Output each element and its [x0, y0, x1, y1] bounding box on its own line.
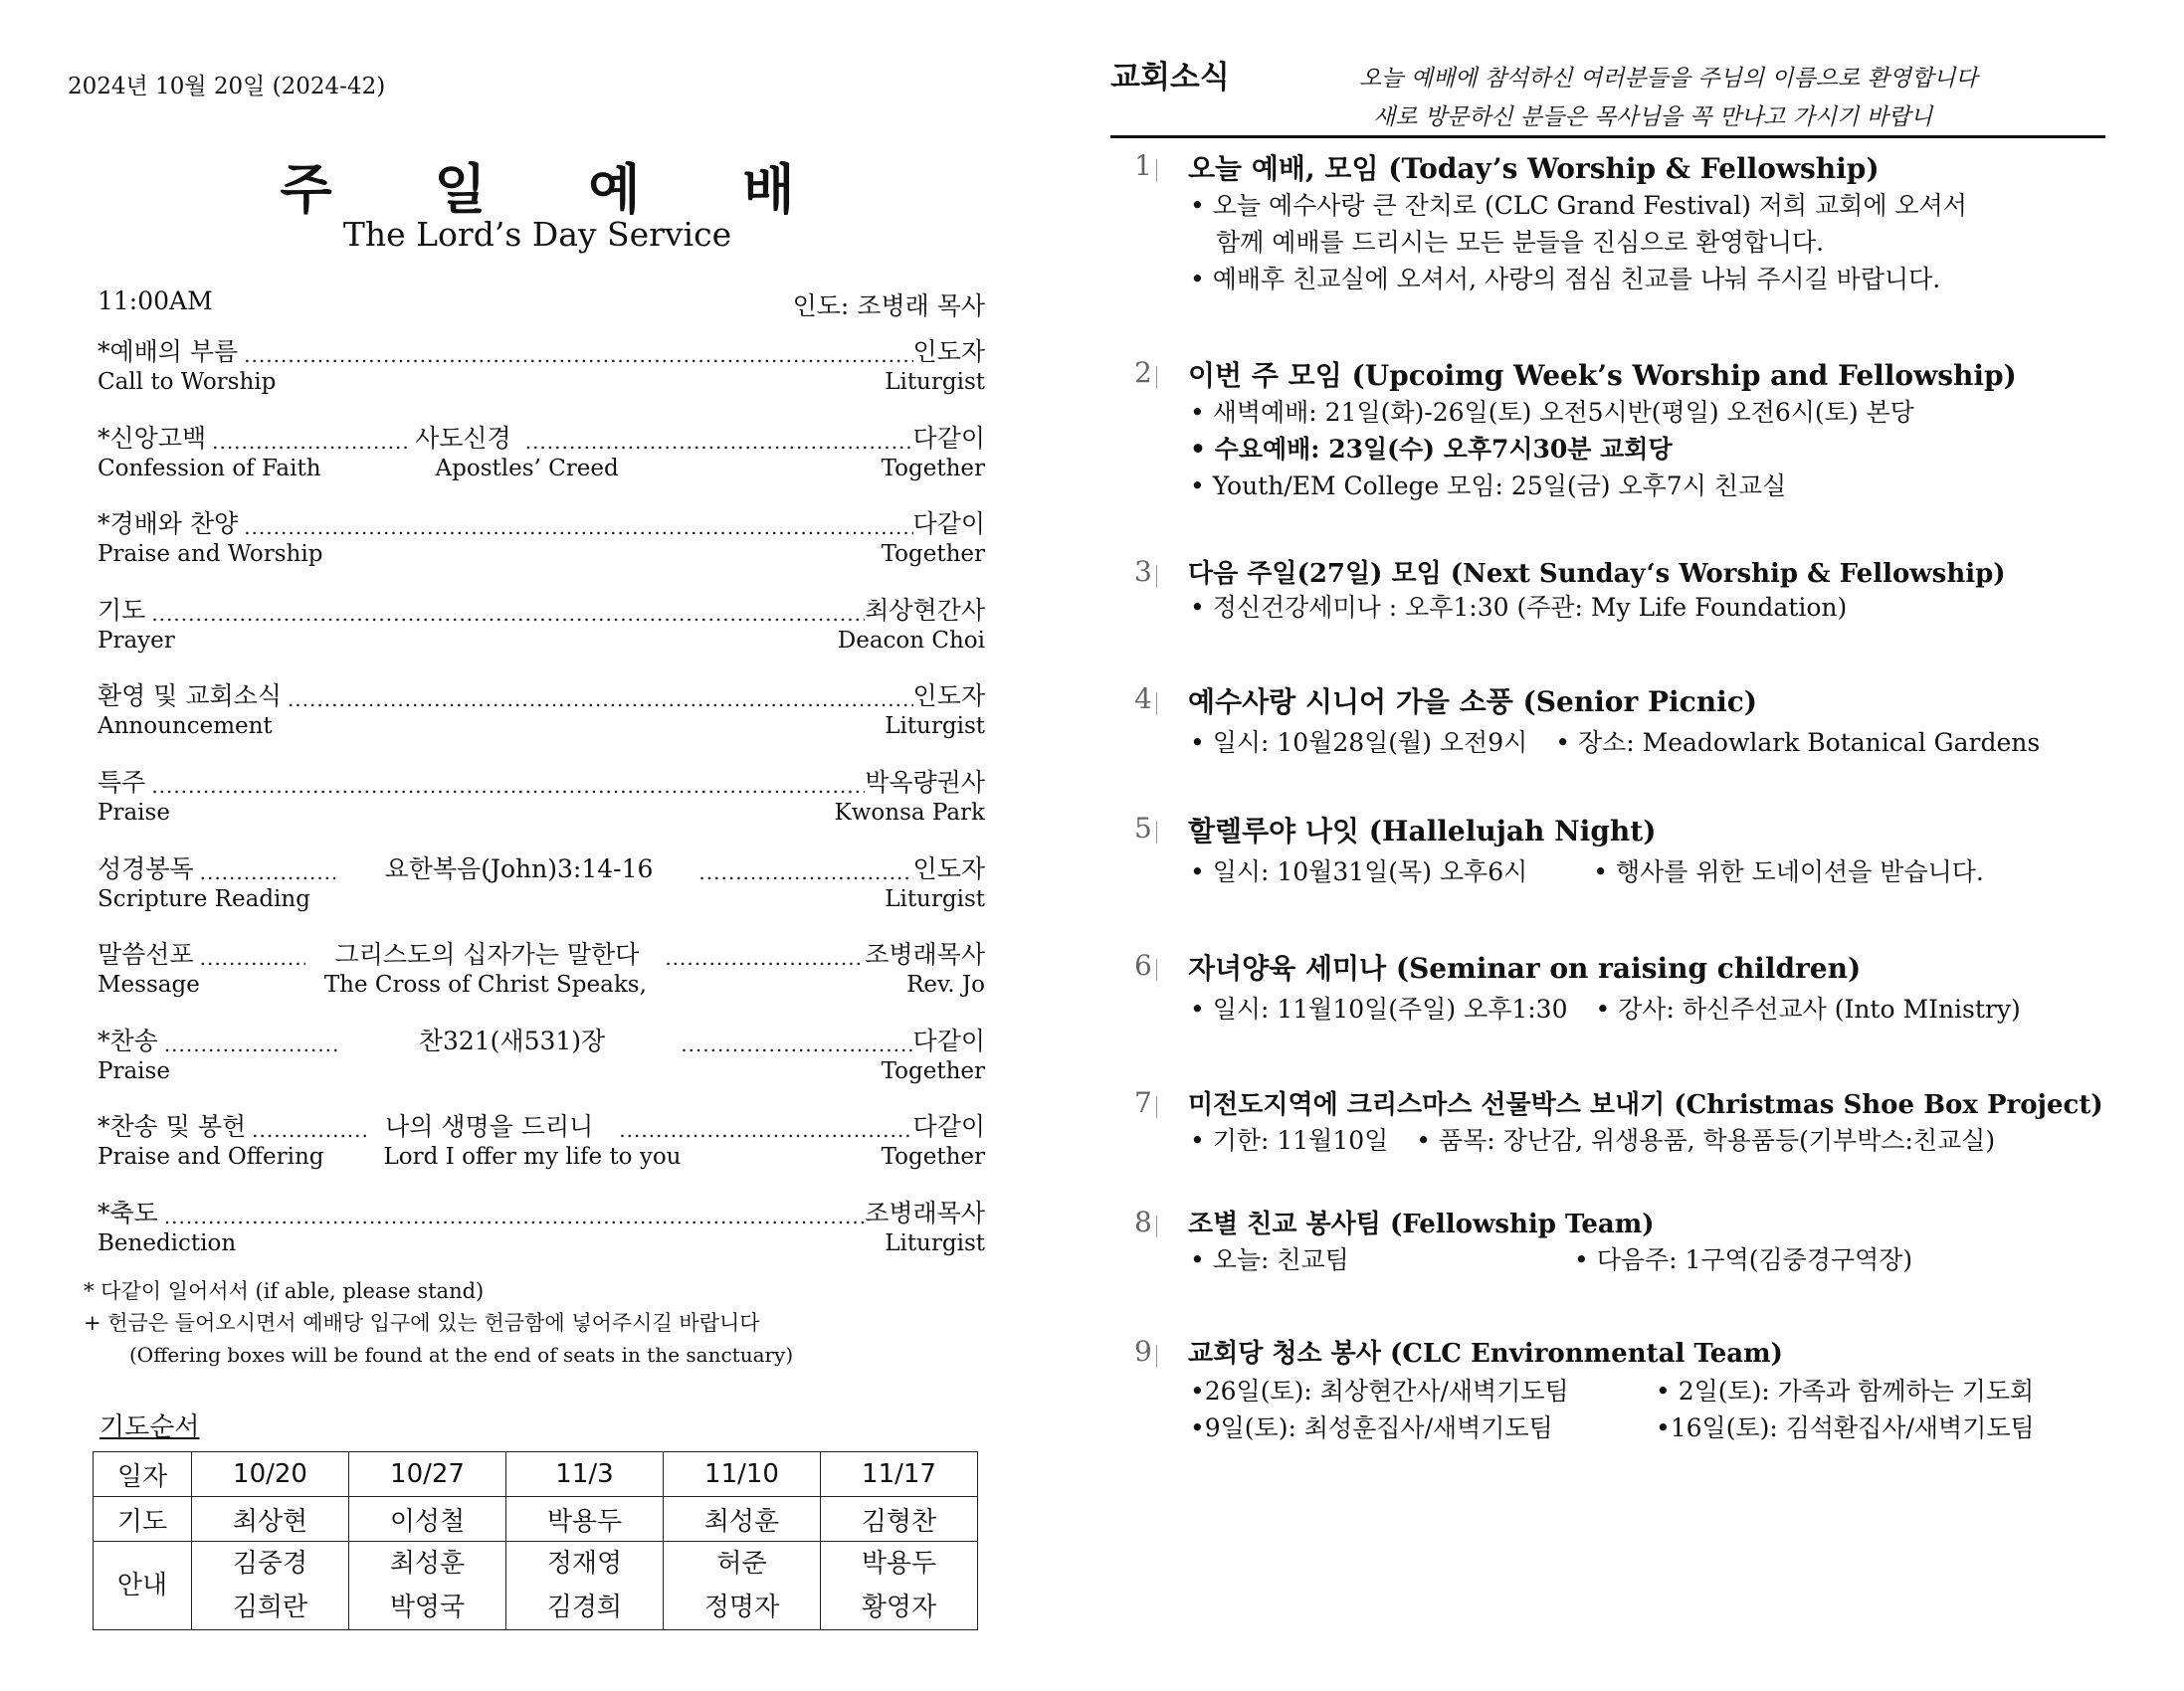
header-divider: [1110, 135, 2105, 138]
section-number: 8: [1134, 1206, 1157, 1238]
usher-name: 박용두: [861, 1549, 937, 1579]
order-item-message: [98, 939, 985, 1026]
table-cell: 박용두: [506, 1497, 664, 1542]
section-number: 4: [1134, 682, 1157, 715]
section-number: 2: [1134, 356, 1157, 389]
order-item-person-english: Liturgist: [885, 885, 985, 912]
table-header-cell: 11/17: [821, 1452, 978, 1497]
table-cell: 최성훈: [664, 1497, 821, 1542]
usher-name: 황영자: [861, 1593, 937, 1622]
usher-name: 허준: [716, 1549, 767, 1579]
order-item-hymn: [98, 1026, 985, 1112]
table-row: [94, 1452, 978, 1497]
news-line: • 장소: Meadowlark Botanical Gardens: [1555, 728, 2041, 757]
prayer-schedule-table: [93, 1451, 978, 1630]
order-item-korean: *찬송: [98, 1026, 158, 1055]
section-heading: 오늘 예배, 모임 (Today’s Worship & Fellowship): [1188, 152, 1880, 185]
order-item-korean: 환영 및 교회소식: [98, 681, 282, 711]
dot-leader: [246, 1117, 367, 1143]
table-cell: [506, 1542, 664, 1630]
service-title-english: The Lord’s Day Service: [342, 215, 732, 254]
usher-name: 김희란: [232, 1593, 308, 1622]
order-item-person: 다같이: [912, 423, 985, 453]
news-line: • 수요예배: 23일(수) 오후7시30분 교회당: [1190, 435, 1673, 464]
order-item-person-english: Liturgist: [885, 1229, 985, 1256]
section-number: 5: [1134, 812, 1157, 845]
dot-leader: [613, 1117, 912, 1143]
section-body: [1190, 1373, 2035, 1446]
table-cell: 최상현: [192, 1497, 349, 1542]
order-item-english: Praise and Worship: [98, 541, 323, 568]
news-line: • 오늘 예수사랑 큰 잔치로 (CLC Grand Festival) 저희 교회에 오셔서: [1190, 191, 1967, 220]
note-stand: * 다같이 일어서서 (if able, please stand): [84, 1279, 485, 1303]
news-line: • 행사를 위한 도네이션을 받습니다.: [1593, 857, 1984, 886]
dot-leader: [519, 429, 913, 455]
order-item-scripture: [98, 853, 985, 940]
section-body: [1190, 187, 1967, 297]
welcome-message-line-2: 새로 방문하신 분들은 목사님을 꼭 만나고 가시기 바랍니: [1373, 104, 1933, 130]
usher-name: 정명자: [703, 1593, 780, 1622]
order-item-person-english: Together: [881, 455, 985, 481]
news-line: • 강사: 하신주선교사 (Into MInistry): [1595, 995, 2021, 1024]
table-cell: 이성철: [349, 1497, 506, 1542]
section-number: 9: [1134, 1335, 1157, 1368]
news-line: • 2일(토): 가족과 함께하는 기도회: [1656, 1377, 2035, 1406]
news-line: • 품목: 장난감, 위생용품, 학용품등(기부박스:친교실): [1416, 1126, 1996, 1155]
dot-leader: [158, 1204, 865, 1229]
dot-leader: [659, 945, 865, 971]
table-header-cell: 11/3: [506, 1452, 664, 1497]
table-header-cell: 11/10: [664, 1452, 821, 1497]
dot-leader: [693, 859, 912, 885]
order-item-english: Praise: [98, 1057, 170, 1084]
order-item-detail-english: Lord I offer my life to you: [383, 1144, 682, 1171]
section-number: 6: [1134, 949, 1157, 982]
table-cell: 김형찬: [821, 1497, 978, 1542]
section-heading: 다음 주일(27일) 모임 (Next Sunday‘s Worship & Fellowship): [1188, 559, 2006, 589]
order-item-english: Praise and Offering: [98, 1144, 324, 1171]
section-body: [1190, 589, 1847, 626]
order-item-korean: 특주: [98, 767, 146, 797]
order-item-english: Benediction: [98, 1229, 237, 1256]
news-line: • 오늘: 친교팀: [1190, 1245, 1349, 1274]
bulletin-date: 2024년 10월 20일 (2024-42): [68, 74, 386, 99]
order-item-detail: 사도신경: [415, 423, 511, 453]
news-line: • 일시: 11월10일(주일) 오후1:30: [1190, 995, 1568, 1024]
section-heading: 조별 친교 봉사팀 (Fellowship Team): [1188, 1210, 1655, 1239]
welcome-message-line-1: 오늘 예배에 참석하신 여러분들을 주님의 이름으로 환영합니다: [1359, 66, 1978, 92]
order-item-english: Praise: [98, 799, 170, 826]
order-item-korean: *예배의 부름: [98, 337, 239, 366]
table-row-label: 안내: [94, 1542, 192, 1630]
section-body: [1190, 394, 1914, 504]
note-offering-english: (Offering boxes will be found at the end of seats in the sanctuary): [129, 1343, 794, 1367]
section-number: 1: [1134, 149, 1157, 182]
order-item-person: 최상현간사: [865, 595, 985, 625]
service-notes: [84, 1275, 793, 1371]
table-row: [94, 1542, 978, 1630]
order-item-person: 다같이: [912, 1112, 985, 1142]
news-line: • Youth/EM College 모임: 25일(금) 오후7시 친교실: [1190, 471, 1787, 500]
order-item-offering: [98, 1111, 985, 1198]
news-line: • 정신건강세미나 : 오후1:30 (주관: My Life Foundation): [1190, 593, 1848, 622]
order-item-korean: 말씀선포: [98, 940, 194, 970]
order-item-detail: 찬321(새531)장: [418, 1026, 606, 1055]
news-line: • 예배후 친교실에 오셔서, 사랑의 점심 친교를 나눠 주시길 바랍니다.: [1190, 265, 1941, 293]
dot-leader: [675, 1032, 912, 1057]
order-item-confession: [98, 423, 985, 509]
table-cell: [192, 1542, 349, 1630]
order-item-person-english: Rev. Jo: [906, 972, 985, 999]
section-body: [1190, 853, 1984, 890]
order-item-person-english: Together: [881, 1057, 985, 1084]
order-item-person: 조병래목사: [865, 940, 985, 970]
order-item-detail-english: Apostles’ Creed: [435, 455, 619, 481]
section-body: [1190, 724, 2040, 761]
usher-name: 박영국: [389, 1593, 466, 1622]
service-title-korean: 주 일 예 배: [280, 157, 837, 221]
order-item-english: Scripture Reading: [98, 885, 310, 912]
table-cell: [349, 1542, 506, 1630]
order-item-detail: 요한복음(John)3:14-16: [384, 853, 654, 883]
dot-leader: [238, 342, 912, 368]
order-item-english: Confession of Faith: [98, 455, 321, 481]
order-item-person-english: Deacon Choi: [837, 627, 985, 654]
order-item-praise-worship: [98, 508, 985, 595]
news-line: 함께 예배를 드리시는 모든 분들을 진심으로 환영합니다.: [1216, 228, 1825, 257]
order-item-person: 조병래목사: [865, 1198, 985, 1227]
order-item-korean: *경배와 찬양: [98, 509, 239, 539]
order-item-announcement: [98, 680, 985, 767]
order-item-person: 인도자: [912, 681, 985, 711]
order-item-person-english: Liturgist: [885, 369, 985, 395]
section-body: [1190, 1241, 1912, 1278]
table-cell: [821, 1542, 978, 1630]
order-item-benediction: [98, 1198, 985, 1284]
prayer-schedule-title: 기도순서: [99, 1412, 200, 1442]
order-item-person-english: Together: [881, 541, 985, 568]
order-item-person: 다같이: [912, 509, 985, 539]
church-news-title: 교회소식: [1110, 60, 1230, 95]
service-leader: 인도: 조병래 목사: [792, 291, 985, 320]
dot-leader: [145, 601, 865, 627]
dot-leader: [194, 859, 335, 885]
usher-name: 김경희: [546, 1593, 623, 1622]
order-item-detail: 그리스도의 십자가는 말한다: [334, 940, 640, 970]
section-heading: 이번 주 모임 (Upcoimg Week’s Worship and Fellowship): [1188, 359, 2017, 392]
table-header-cell: 10/20: [192, 1452, 349, 1497]
order-item-korean: *찬송 및 봉헌: [98, 1112, 247, 1142]
order-item-korean: 성경봉독: [98, 853, 194, 883]
order-item-person: 인도자: [912, 337, 985, 366]
order-item-person-english: Kwonsa Park: [834, 799, 985, 826]
order-item-korean: *신앙고백: [98, 423, 207, 453]
section-heading: 할렐루야 나잇 (Hallelujah Night): [1188, 815, 1657, 847]
dot-leader: [206, 429, 407, 455]
order-item-person: 다같이: [912, 1026, 985, 1055]
section-heading: 미전도지역에 크리스마스 선물박스 보내기 (Christmas Shoe Box Project): [1188, 1090, 2103, 1120]
dot-leader: [158, 1032, 339, 1057]
order-item-person: 박옥량권사: [865, 767, 985, 797]
usher-name: 김중경: [232, 1549, 308, 1579]
order-item-detail: 나의 생명을 드리니: [385, 1112, 594, 1142]
order-item-korean: 기도: [98, 595, 146, 625]
news-line: • 일시: 10월31일(목) 오후6시: [1190, 857, 1528, 886]
news-line: •9일(토): 최성훈집사/새벽기도팀: [1190, 1413, 1553, 1442]
order-item-prayer: [98, 595, 985, 681]
section-number: 3: [1134, 555, 1157, 588]
section-heading: 교회당 청소 봉사 (CLC Environmental Team): [1188, 1339, 1783, 1369]
table-row: [94, 1497, 978, 1542]
dot-leader: [238, 514, 912, 540]
usher-name: 정재영: [546, 1549, 623, 1579]
note-offering-korean: + 헌금은 들어오시면서 예배당 입구에 있는 헌금함에 넣어주시길 바랍니다: [84, 1311, 760, 1335]
order-item-english: Message: [98, 972, 200, 999]
section-heading: 자녀양육 세미나 (Seminar on raising children): [1188, 952, 1862, 985]
news-line: •26일(토): 최상현간사/새벽기도팀: [1190, 1377, 1569, 1406]
order-item-english: Prayer: [98, 627, 175, 654]
order-item-english: Announcement: [98, 713, 273, 740]
news-line: • 기한: 11월10일: [1190, 1126, 1389, 1155]
section-number: 7: [1134, 1086, 1157, 1119]
news-line: •16일(토): 김석환집사/새벽기도팀: [1656, 1413, 2035, 1442]
table-cell: [664, 1542, 821, 1630]
order-item-person-english: Liturgist: [885, 713, 985, 740]
table-header-cell: 일자: [94, 1452, 192, 1497]
order-item-english: Call to Worship: [98, 369, 277, 395]
service-time: 11:00AM: [98, 286, 213, 315]
section-heading: 예수사랑 시니어 가을 소풍 (Senior Picnic): [1188, 685, 1758, 718]
section-body: [1190, 991, 2021, 1028]
dot-leader: [282, 686, 913, 712]
news-line: • 다음주: 1구역(김중경구역장): [1574, 1245, 1913, 1274]
section-body: [1190, 1122, 1995, 1159]
usher-name: 최성훈: [389, 1549, 466, 1579]
order-item-detail-english: The Cross of Christ Speaks,: [323, 972, 647, 999]
order-of-worship: [98, 336, 985, 1284]
dot-leader: [194, 945, 305, 971]
order-item-call-to-worship: [98, 336, 985, 423]
news-line: • 일시: 10월28일(월) 오전9시: [1190, 728, 1528, 757]
table-header-cell: 10/27: [349, 1452, 506, 1497]
order-item-person-english: Together: [881, 1144, 985, 1171]
order-item-special-praise: [98, 767, 985, 853]
news-line: • 새벽예배: 21일(화)-26일(토) 오전5시반(평일) 오전6시(토) 본당: [1190, 398, 1914, 427]
table-row-label: 기도: [94, 1497, 192, 1542]
dot-leader: [145, 773, 865, 799]
order-item-korean: *축도: [98, 1198, 158, 1227]
order-item-person: 인도자: [912, 853, 985, 883]
